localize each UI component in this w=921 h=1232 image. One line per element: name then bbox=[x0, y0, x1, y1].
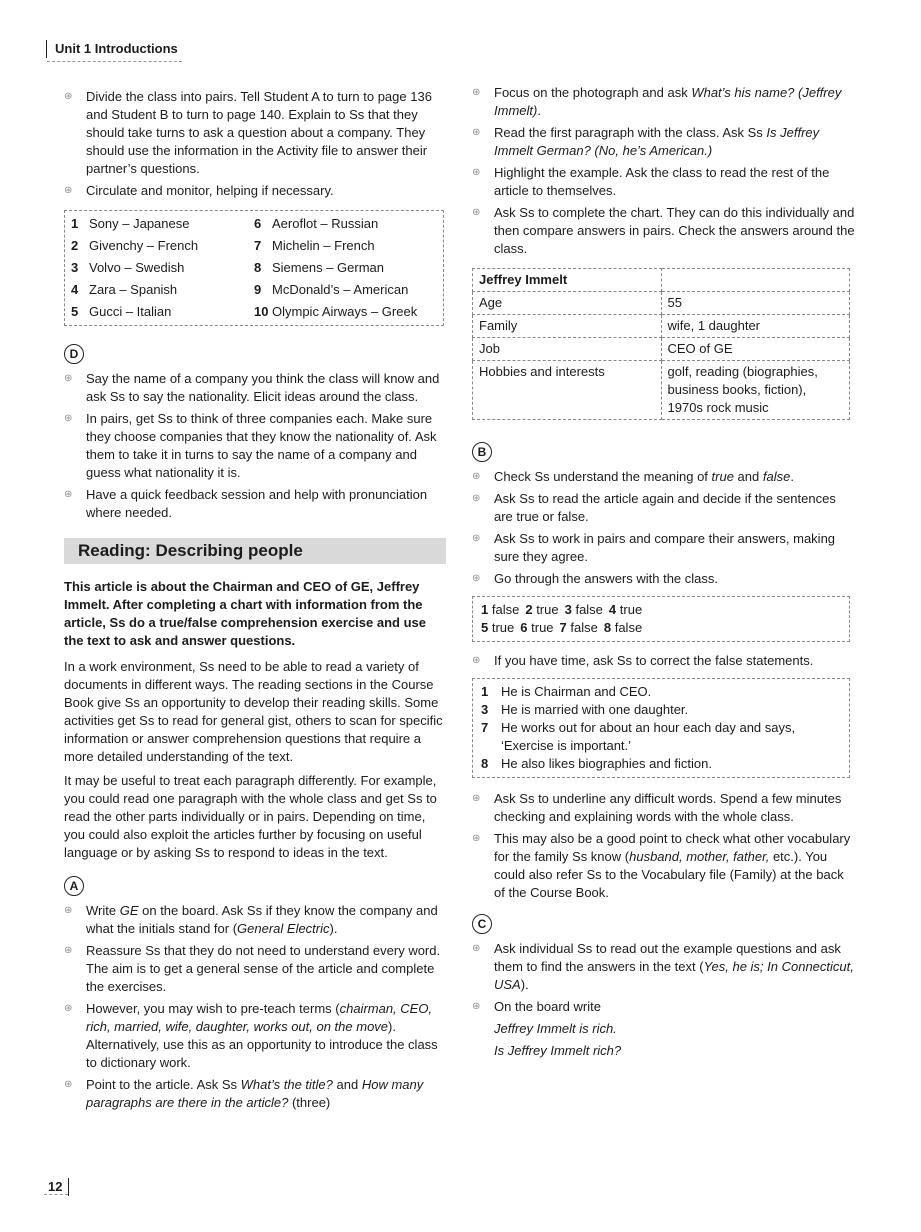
item-text: Sony – Japanese bbox=[89, 216, 190, 231]
company-item bbox=[71, 237, 254, 255]
immelt-chart bbox=[472, 268, 850, 420]
bullet-list-c bbox=[472, 940, 856, 1016]
answer-item: 4 true bbox=[608, 602, 643, 617]
company-item bbox=[71, 215, 254, 233]
bullet-list-b3 bbox=[472, 790, 856, 902]
answer-line bbox=[481, 601, 841, 619]
item-text: McDonald’s – American bbox=[272, 282, 409, 297]
board-line: Is Jeffrey Immelt rich? bbox=[494, 1043, 622, 1058]
true-false-answers bbox=[472, 596, 850, 642]
company-item bbox=[71, 303, 254, 321]
page-number: 12 bbox=[48, 1178, 69, 1196]
section-label-c: C bbox=[472, 914, 492, 934]
answer-item: 6 true bbox=[520, 620, 554, 635]
company-item bbox=[254, 281, 437, 299]
board-line: Jeffrey Immelt is rich. bbox=[494, 1021, 617, 1036]
company-item bbox=[71, 281, 254, 299]
list-item: ⊛ Say the name of a company you think the class will know and ask Ss to say the nationality. Elicit ideas around the class. bbox=[64, 370, 444, 406]
item-text: Aeroflot – Russian bbox=[272, 216, 379, 231]
chart-key: Hobbies and interests bbox=[473, 361, 662, 420]
list-item: ⊛ However, you may wish to pre-teach terms (chairman, CEO, rich, married, wife, daughter, works out, on the move). Alternatively, use this as an opportunity to introduce the class to dictionary work. bbox=[64, 1000, 444, 1072]
section-label-d: D bbox=[64, 344, 84, 364]
item-number: 10 bbox=[254, 304, 269, 319]
bullet-list-b2 bbox=[472, 652, 856, 670]
item-text: Zara – Spanish bbox=[89, 282, 178, 297]
list-item: ⊛ Ask Ss to underline any difficult words. Spend a few minutes checking and explaining words with the whole class. bbox=[472, 790, 856, 826]
correction-item bbox=[481, 719, 841, 755]
item-text: Gucci – Italian bbox=[89, 304, 172, 319]
item-number: 6 bbox=[254, 216, 262, 231]
answer-line bbox=[481, 619, 841, 637]
list-item: ⊛ Ask Ss to work in pairs and compare their answers, making sure they agree. bbox=[472, 530, 856, 566]
list-item: ⊛ In pairs, get Ss to think of three companies each. Make sure they choose companies that they know the nationality of. Ask them to take it in turns to say the name of a company and guess what nationality it is. bbox=[64, 410, 444, 482]
table-row bbox=[473, 315, 850, 338]
list-item: ⊛ If you have time, ask Ss to correct the false statements. bbox=[472, 652, 856, 670]
correction-item bbox=[481, 683, 841, 701]
item-number: 3 bbox=[481, 702, 489, 717]
table-row bbox=[473, 361, 850, 420]
bullet-list-a bbox=[64, 902, 444, 1112]
chart-title-empty bbox=[661, 269, 850, 292]
paragraph: It may be useful to treat each paragraph differently. For example, you could read one paragraph with the whole class and get Ss to read the other parts individually or in pairs. Depending on time, you could also exploit the articles further by focusing on useful language or by asking Ss to respond to ideas in the text. bbox=[64, 773, 437, 860]
item-text: He is married with one daughter. bbox=[501, 702, 689, 717]
right-column bbox=[472, 84, 856, 1060]
answer-item: 3 false bbox=[564, 602, 603, 617]
bullet-list-top-right bbox=[472, 84, 856, 258]
item-text: Givenchy – French bbox=[89, 238, 199, 253]
company-item bbox=[254, 303, 437, 321]
board-examples bbox=[472, 1020, 856, 1060]
chart-key: Job bbox=[473, 338, 662, 361]
correction-item bbox=[481, 755, 841, 773]
list-item: ⊛ Circulate and monitor, helping if necessary. bbox=[64, 182, 444, 200]
chart-key: Age bbox=[473, 292, 662, 315]
section-title: Reading: Describing people bbox=[64, 538, 446, 564]
item-number: 8 bbox=[481, 756, 489, 771]
list-item: ⊛ Check Ss understand the meaning of true and false. bbox=[472, 468, 856, 486]
list-item: ⊛ Focus on the photograph and ask What’s his name? (Jeffrey Immelt). bbox=[472, 84, 856, 120]
answer-item: 2 true bbox=[525, 602, 559, 617]
item-text: Volvo – Swedish bbox=[89, 260, 185, 275]
item-text: He works out for about an hour each day and says, ‘Exercise is important.’ bbox=[501, 720, 796, 753]
bullet-list bbox=[64, 88, 444, 200]
chart-value: golf, reading (biographies, business books, fiction), 1970s rock music bbox=[661, 361, 850, 420]
chart-value: wife, 1 daughter bbox=[661, 315, 850, 338]
item-text: He is Chairman and CEO. bbox=[501, 684, 652, 699]
company-item bbox=[71, 259, 254, 277]
correction-item bbox=[481, 701, 841, 719]
answer-item: 5 true bbox=[481, 620, 515, 635]
company-item bbox=[254, 215, 437, 233]
item-number: 5 bbox=[71, 304, 79, 319]
left-column bbox=[64, 88, 444, 1116]
item-text: Siemens – German bbox=[272, 260, 384, 275]
table-row bbox=[473, 269, 850, 292]
item-number: 9 bbox=[254, 282, 262, 297]
answer-item: 8 false bbox=[603, 620, 643, 635]
chart-value: CEO of GE bbox=[661, 338, 850, 361]
item-number: 3 bbox=[71, 260, 79, 275]
section-label-b: B bbox=[472, 442, 492, 462]
list-item: ⊛ Divide the class into pairs. Tell Student A to turn to page 136 and Student B to turn to page 140. Explain to Ss that they should take turns to ask a question about a company. They should use the information in the Activity file to answer their partner’s questions. bbox=[64, 88, 444, 178]
item-text: Olympic Airways – Greek bbox=[272, 304, 418, 319]
chart-key: Family bbox=[473, 315, 662, 338]
list-item: ⊛ This may also be a good point to check what other vocabulary for the family Ss know (husband, mother, father, etc.). You could also refer Ss to the Vocabulary file (Family) at the back of the Course Book. bbox=[472, 830, 856, 902]
item-number: 7 bbox=[254, 238, 262, 253]
corrections-box bbox=[472, 678, 850, 778]
item-number: 7 bbox=[481, 720, 489, 735]
item-text: He also likes biographies and fiction. bbox=[501, 756, 713, 771]
company-item bbox=[254, 259, 437, 277]
companies-box bbox=[64, 210, 444, 326]
table-row bbox=[473, 338, 850, 361]
list-item: ⊛ Write GE on the board. Ask Ss if they know the company and what the initials stand for (General Electric). bbox=[64, 902, 444, 938]
bullet-list-d bbox=[64, 370, 444, 522]
table-row bbox=[473, 292, 850, 315]
list-item: ⊛ Reassure Ss that they do not need to understand every word. The aim is to get a general sense of the article and complete the exercises. bbox=[64, 942, 444, 996]
item-text: Michelin – French bbox=[272, 238, 375, 253]
answer-item: 1 false bbox=[481, 602, 520, 617]
item-number: 4 bbox=[71, 282, 79, 297]
item-number: 1 bbox=[481, 684, 489, 699]
list-item: ⊛ Highlight the example. Ask the class to read the rest of the article to themselves. bbox=[472, 164, 856, 200]
answer-item: 7 false bbox=[559, 620, 598, 635]
item-number: 1 bbox=[71, 216, 79, 231]
company-item bbox=[254, 237, 437, 255]
paragraph: In a work environment, Ss need to be able to read a variety of documents in different ways. The reading sections in the Course Book give Ss an opportunity to develop their reading skills. Some activities get Ss to read for general gist, others to scan for specific information or answer comprehension questions that require a more detailed understanding of the text. bbox=[64, 659, 443, 764]
list-item: ⊛ Ask Ss to complete the chart. They can do this individually and then compare answers in pairs. Check the answers around the class. bbox=[472, 204, 856, 258]
list-item: ⊛ Ask Ss to read the article again and decide if the sentences are true or false. bbox=[472, 490, 856, 526]
intro-text: This article is about the Chairman and CEO of GE, Jeffrey Immelt. After completing a chart with information from the article, Ss do a true/false comprehension exercise and use the text to ask and answer questions. bbox=[64, 579, 426, 648]
list-item: ⊛ Have a quick feedback session and help with pronunciation where needed. bbox=[64, 486, 444, 522]
item-number: 8 bbox=[254, 260, 262, 275]
section-label-a: A bbox=[64, 876, 84, 896]
bullet-list-b bbox=[472, 468, 856, 588]
list-item: ⊛ Point to the article. Ask Ss What’s the title? and How many paragraphs are there in the article? (three) bbox=[64, 1076, 444, 1112]
companies-grid bbox=[65, 211, 443, 325]
list-item: ⊛ Read the first paragraph with the class. Ask Ss Is Jeffrey Immelt German? (No, he’s American.) bbox=[472, 124, 856, 160]
list-item: ⊛ On the board write bbox=[472, 998, 856, 1016]
list-item: ⊛ Ask individual Ss to read out the example questions and ask them to find the answers in the text (Yes, he is; In Connecticut, USA). bbox=[472, 940, 856, 994]
list-item: ⊛ Go through the answers with the class. bbox=[472, 570, 856, 588]
item-number: 2 bbox=[71, 238, 79, 253]
chart-value: 55 bbox=[661, 292, 850, 315]
unit-header: Unit 1 Introductions bbox=[46, 40, 178, 58]
chart-title: Jeffrey Immelt bbox=[473, 269, 662, 292]
